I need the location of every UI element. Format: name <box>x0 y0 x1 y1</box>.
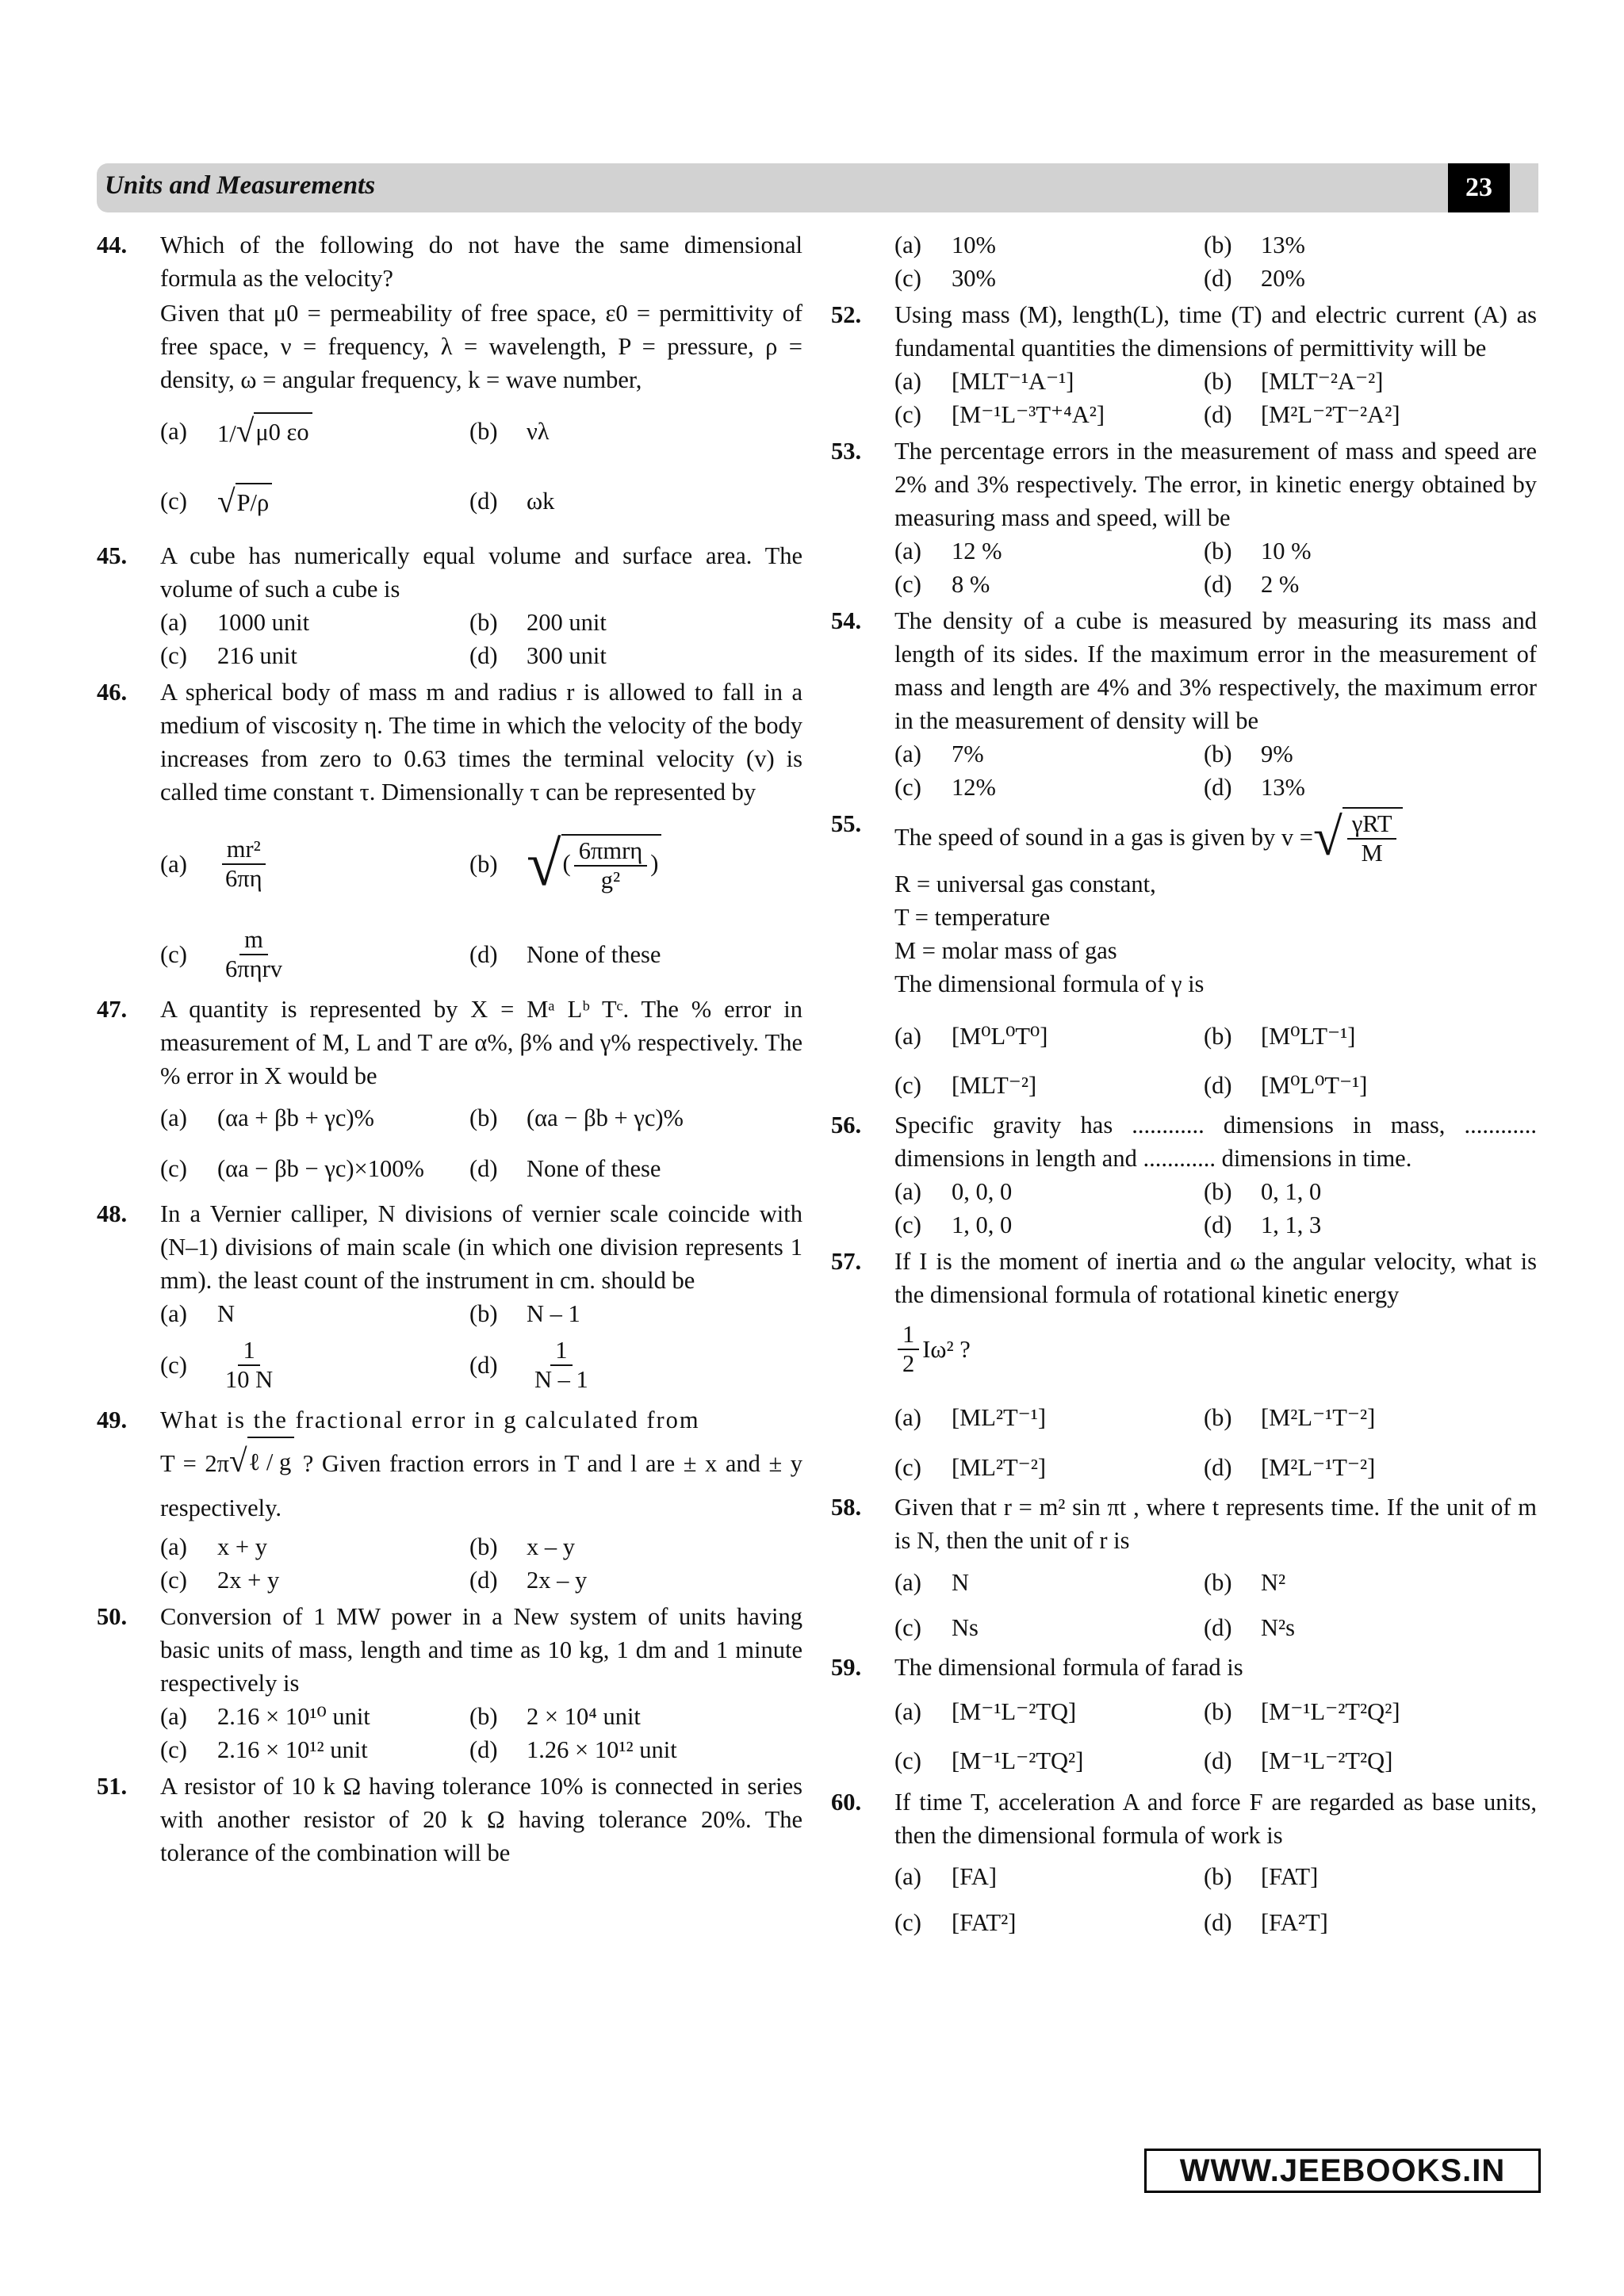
sqrt-expression: √ $\frac{\text{γRT}}{M}$ <box>1313 807 1403 867</box>
option-d: (d) None of these <box>469 941 661 968</box>
options <box>894 365 1537 431</box>
option-c: (c) $\frac{1}{10 N}$ <box>160 1330 469 1400</box>
option-c: (c) [MLT⁻²] <box>894 1072 1037 1100</box>
fraction: $\frac{\text{γRT}}{M}$ <box>1347 810 1397 867</box>
question-44 <box>97 228 802 536</box>
option-c: (c) (αa − βb − γc)×100% <box>160 1155 424 1182</box>
option-b: (b) 200 unit <box>469 609 607 636</box>
option-b: (b) 2 × 10⁴ unit <box>469 1703 641 1730</box>
options <box>894 534 1537 601</box>
question-text: Conversion of 1 MW power in a New system of units having basic units of mass, length and time as 10 kg, 1 dm and 1 minute respectively is <box>160 1603 802 1697</box>
option-b: (b) [MLT⁻²A⁻²] <box>1204 368 1384 395</box>
question-58 <box>831 1490 1537 1647</box>
options <box>894 737 1537 804</box>
chapter-header-bar <box>97 163 1538 212</box>
question-number: 45. <box>97 542 128 569</box>
option-d: (d) 1.26 × 10¹² unit <box>469 1736 677 1763</box>
question-46 <box>97 675 802 989</box>
option-c: (c) Ns <box>894 1614 979 1642</box>
options <box>894 228 1537 295</box>
options <box>160 396 802 536</box>
options <box>160 1700 802 1766</box>
question-number: 60. <box>831 1789 862 1816</box>
kinetic-energy-formula: $\frac{1}{2}$ Iω² ? <box>894 1311 1537 1387</box>
question-49 <box>97 1403 802 1597</box>
option-a: (a) 0, 0, 0 <box>894 1178 1013 1206</box>
option-a: (a) [MLT⁻¹A⁻¹] <box>894 368 1074 395</box>
option-a: (a) 2.16 × 10¹⁰ unit <box>160 1703 370 1730</box>
question-number: 51. <box>97 1773 128 1800</box>
sqrt-expression: √ μ0 εo <box>236 412 312 449</box>
options <box>894 1007 1537 1105</box>
fraction: $\frac{1}{N - 1}$ <box>534 1336 588 1393</box>
question-number: 55. <box>831 810 862 837</box>
question-number: 53. <box>831 438 862 465</box>
question-text: The speed of sound in a gas is given by v = √ $\frac{\text{γRT}}{M}$ <box>894 807 1537 867</box>
option-c: (c) [FAT²] <box>894 1909 1017 1937</box>
option-d: (d) [M⁻¹L⁻²T²Q] <box>1204 1747 1393 1775</box>
question-text: Using mass (M), length(L), time (T) and electric current (A) as fundamental quantities the dimensions of permittivity will be <box>894 301 1537 362</box>
options <box>894 1684 1537 1782</box>
question-54 <box>831 604 1537 804</box>
option-b: (b) νλ <box>469 418 550 445</box>
fraction: $\frac{\text{6πmrη}}{\text{g²}}$ <box>574 837 647 894</box>
option-d: (d) 20% <box>1204 265 1305 292</box>
option-b: (b) N – 1 <box>469 1300 580 1327</box>
fraction: $\frac{1}{2}$ <box>898 1321 919 1378</box>
option-c: (c) √ P/ρ <box>160 466 469 536</box>
question-number: 50. <box>97 1603 128 1630</box>
question-57 <box>831 1245 1537 1487</box>
options <box>894 1557 1537 1647</box>
option-b: (b) √ ( $\frac{\text{6πmrη}}{\text{g²}}$ ) <box>469 809 802 920</box>
question-50 <box>97 1600 802 1766</box>
sqrt-expression: √ ( $\frac{\text{6πmrη}}{\text{g²}}$ ) <box>527 834 661 894</box>
question-text-formula: T = 2π √ ℓ / g ? Given fraction errors in T and l are ± x and ± y respectively. <box>160 1437 802 1530</box>
option-c: (c) 1, 0, 0 <box>894 1211 1013 1239</box>
option-b: (b) 10 % <box>1204 538 1312 564</box>
option-c: (c) 8 % <box>894 571 990 598</box>
question-text: A quantity is represented by X = Mᵃ Lᵇ Tᶜ. The % error in measurement of M, L and T are α%, β% and γ% respectively. The % error in X would be <box>160 996 802 1089</box>
option-d: (d) 13% <box>1204 774 1305 801</box>
question-56 <box>831 1108 1537 1242</box>
question-text: In a Vernier calliper, N divisions of vernier scale coincide with (N–1) divisions of main scale (in which one division represents 1 mm). the least count of the instrument in cm. should be <box>160 1200 802 1294</box>
question-52 <box>831 298 1537 431</box>
option-b: (b) [M⁰LT⁻¹] <box>1204 1023 1356 1050</box>
options <box>160 1330 802 1400</box>
option-a: (a) 10% <box>894 232 996 258</box>
option-d: (d) 2 % <box>1204 571 1300 598</box>
option-c: (c) 2x + y <box>160 1567 280 1594</box>
option-b: (b) [M²L⁻¹T⁻²] <box>1204 1404 1376 1432</box>
option-c: (c) [ML²T⁻²] <box>894 1454 1047 1482</box>
option-c: (c) 12% <box>894 774 996 801</box>
question-59 <box>831 1651 1537 1782</box>
options <box>894 1387 1537 1487</box>
option-d: (d) 1, 1, 3 <box>1204 1211 1322 1239</box>
option-b: (b) 13% <box>1204 232 1305 258</box>
option-c: (c) $\frac{m}{\text{6πηrv}}$ <box>160 920 469 989</box>
question-number: 58. <box>831 1494 862 1521</box>
options <box>160 1530 802 1597</box>
option-d: (d) [FA²T] <box>1204 1909 1328 1937</box>
question-given: Given that μ0 = permeability of free space, ε0 = permittivity of free space, ν = frequency, λ = wavelength, P = pressure, ρ = density, ω = angular frequency, k = wave number, <box>160 300 802 393</box>
question-text: If I is the moment of inertia and ω the angular velocity, what is the dimensional formula of rotational kinetic energy <box>894 1248 1537 1309</box>
page-number: 23 <box>1448 163 1510 212</box>
question-51-options <box>831 228 1537 295</box>
question-48 <box>97 1197 802 1400</box>
question-number: 52. <box>831 301 862 328</box>
option-d: (d) [M²L⁻¹T⁻²] <box>1204 1454 1376 1482</box>
option-a: (a) 12 % <box>894 538 1002 564</box>
question-51 <box>97 1770 802 1869</box>
question-number: 59. <box>831 1654 862 1682</box>
option-c: (c) 216 unit <box>160 642 297 669</box>
option-a: (a) [M⁰L⁰T⁰] <box>894 1023 1048 1050</box>
option-d: (d) 300 unit <box>469 642 607 669</box>
option-a: (a) [FA] <box>894 1863 998 1891</box>
option-b: (b) 9% <box>1204 740 1293 767</box>
question-text: A spherical body of mass m and radius r is allowed to fall in a medium of viscosity η. The time in which the velocity of the body increases from zero to 0.63 times the terminal velocity (v) is called time constant τ. Dimensionally τ can be represented by <box>160 679 802 806</box>
option-c: (c) [M⁻¹L⁻²TQ²] <box>894 1747 1084 1775</box>
sqrt-expression: √ P/ρ <box>217 483 272 519</box>
question-47 <box>97 993 802 1194</box>
options <box>894 1852 1537 1944</box>
option-d: (d) 2x – y <box>469 1567 588 1594</box>
question-number: 49. <box>97 1406 128 1433</box>
option-d: (d) [M⁰L⁰T⁻¹] <box>1204 1072 1368 1100</box>
option-a: (a) N <box>160 1300 236 1327</box>
question-number: 47. <box>97 996 128 1023</box>
question-number: 56. <box>831 1112 862 1139</box>
option-a: (a) 1/ √ μ0 εo <box>160 396 469 466</box>
question-53 <box>831 434 1537 601</box>
options <box>160 1093 802 1194</box>
option-a: (a) [M⁻¹L⁻²TQ] <box>894 1698 1077 1726</box>
question-45 <box>97 539 802 672</box>
option-a: (a) (αa + βb + γc)% <box>160 1104 374 1131</box>
question-60 <box>831 1785 1537 1944</box>
option-b: (b) 0, 1, 0 <box>1204 1178 1322 1206</box>
option-d: (d) $\frac{1}{N - 1}$ <box>469 1330 802 1400</box>
question-text: If time T, acceleration A and force F are regarded as base units, then the dimensional formula of work is <box>894 1789 1537 1850</box>
question-text: The dimensional formula of farad is <box>894 1654 1243 1682</box>
option-c: (c) 2.16 × 10¹² unit <box>160 1736 368 1763</box>
option-d: (d) [M²L⁻²T⁻²A²] <box>1204 401 1400 428</box>
options <box>894 1175 1537 1242</box>
fraction: $\frac{\text{mr²}}{6\pi\eta}$ <box>220 836 267 893</box>
option-a: (a) N <box>894 1569 970 1597</box>
option-a: (a) 1000 unit <box>160 609 310 636</box>
option-b: (b) [M⁻¹L⁻²T²Q²] <box>1204 1698 1400 1726</box>
option-d: (d) None of these <box>469 1155 661 1182</box>
option-a: (a) $\frac{\text{mr²}}{6\pi\eta}$ <box>160 809 469 920</box>
options <box>160 809 802 920</box>
question-number: 48. <box>97 1200 128 1227</box>
question-text: Given that r = m² sin πt , where t represents time. If the unit of m is N, then the unit of r is <box>894 1494 1537 1555</box>
option-d: (d) ωk <box>469 488 555 515</box>
header-bar-end <box>1510 163 1538 212</box>
question-text: The density of a cube is measured by measuring its mass and length of its sides. If the maximum error in the measurement of mass and length are 4% and 3% respectively, the maximum error in the measurement of density will be <box>894 607 1537 734</box>
right-column <box>831 228 1537 1947</box>
option-d: (d) N²s <box>1204 1614 1296 1642</box>
left-column <box>97 228 802 1873</box>
option-a: (a) x + y <box>160 1533 267 1560</box>
options <box>160 1297 802 1330</box>
option-b: (b) x – y <box>469 1533 575 1560</box>
question-text: A resistor of 10 k Ω having tolerance 10% is connected in series with another resistor of 20 k Ω having tolerance 20%. The tolerance of the combination will be <box>160 1773 802 1866</box>
option-c: (c) 30% <box>894 265 996 292</box>
question-55: 55. The speed of sound in a gas is given by v = √ $\frac{\text{γRT}}{M}$ R = universal gas constant, T = temperature M = molar mass of gas The dimensional formula of γ is (a) [M⁰L⁰T⁰] (b) [M⁰LT⁻¹] (c) [MLT⁻²] (d) [M⁰L⁰T⁻¹] <box>831 807 1537 1105</box>
option-b: (b) [FAT] <box>1204 1863 1319 1891</box>
option-c: (c) [M⁻¹L⁻³T⁺⁴A²] <box>894 401 1105 428</box>
fraction: $\frac{1}{10 N}$ <box>225 1336 274 1393</box>
question-number: 54. <box>831 607 862 634</box>
question-number: 44. <box>97 232 128 258</box>
question-text: Specific gravity has ............ dimensions in mass, ............ dimensions in length and ............ dimensions in time. <box>894 1112 1537 1173</box>
option-b: (b) (αa − βb + γc)% <box>469 1104 684 1131</box>
option-a: (a) [ML²T⁻¹] <box>894 1404 1047 1432</box>
fraction: $\frac{m}{\text{6πηrv}}$ <box>225 925 283 982</box>
question-text: A cube has numerically equal volume and surface area. The volume of such a cube is <box>160 542 802 603</box>
option-b: (b) N² <box>1204 1569 1286 1597</box>
options <box>160 920 802 989</box>
chapter-title: Units and Measurements <box>105 171 376 200</box>
website-watermark: WWW.JEEBOOKS.IN <box>1144 2149 1541 2193</box>
question-text: What is the fractional error in g calculated from <box>160 1406 700 1433</box>
option-a: (a) 7% <box>894 740 984 767</box>
question-number: 46. <box>97 679 128 706</box>
question-number: 57. <box>831 1248 862 1276</box>
sqrt-expression: √ ℓ / g <box>229 1437 294 1484</box>
options <box>160 606 802 672</box>
question-text: The percentage errors in the measurement of mass and speed are 2% and 3% respectively. The error, in kinetic energy obtained by measuring mass and speed, will be <box>894 438 1537 531</box>
question-text: Which of the following do not have the same dimensional formula as the velocity? <box>160 232 802 292</box>
